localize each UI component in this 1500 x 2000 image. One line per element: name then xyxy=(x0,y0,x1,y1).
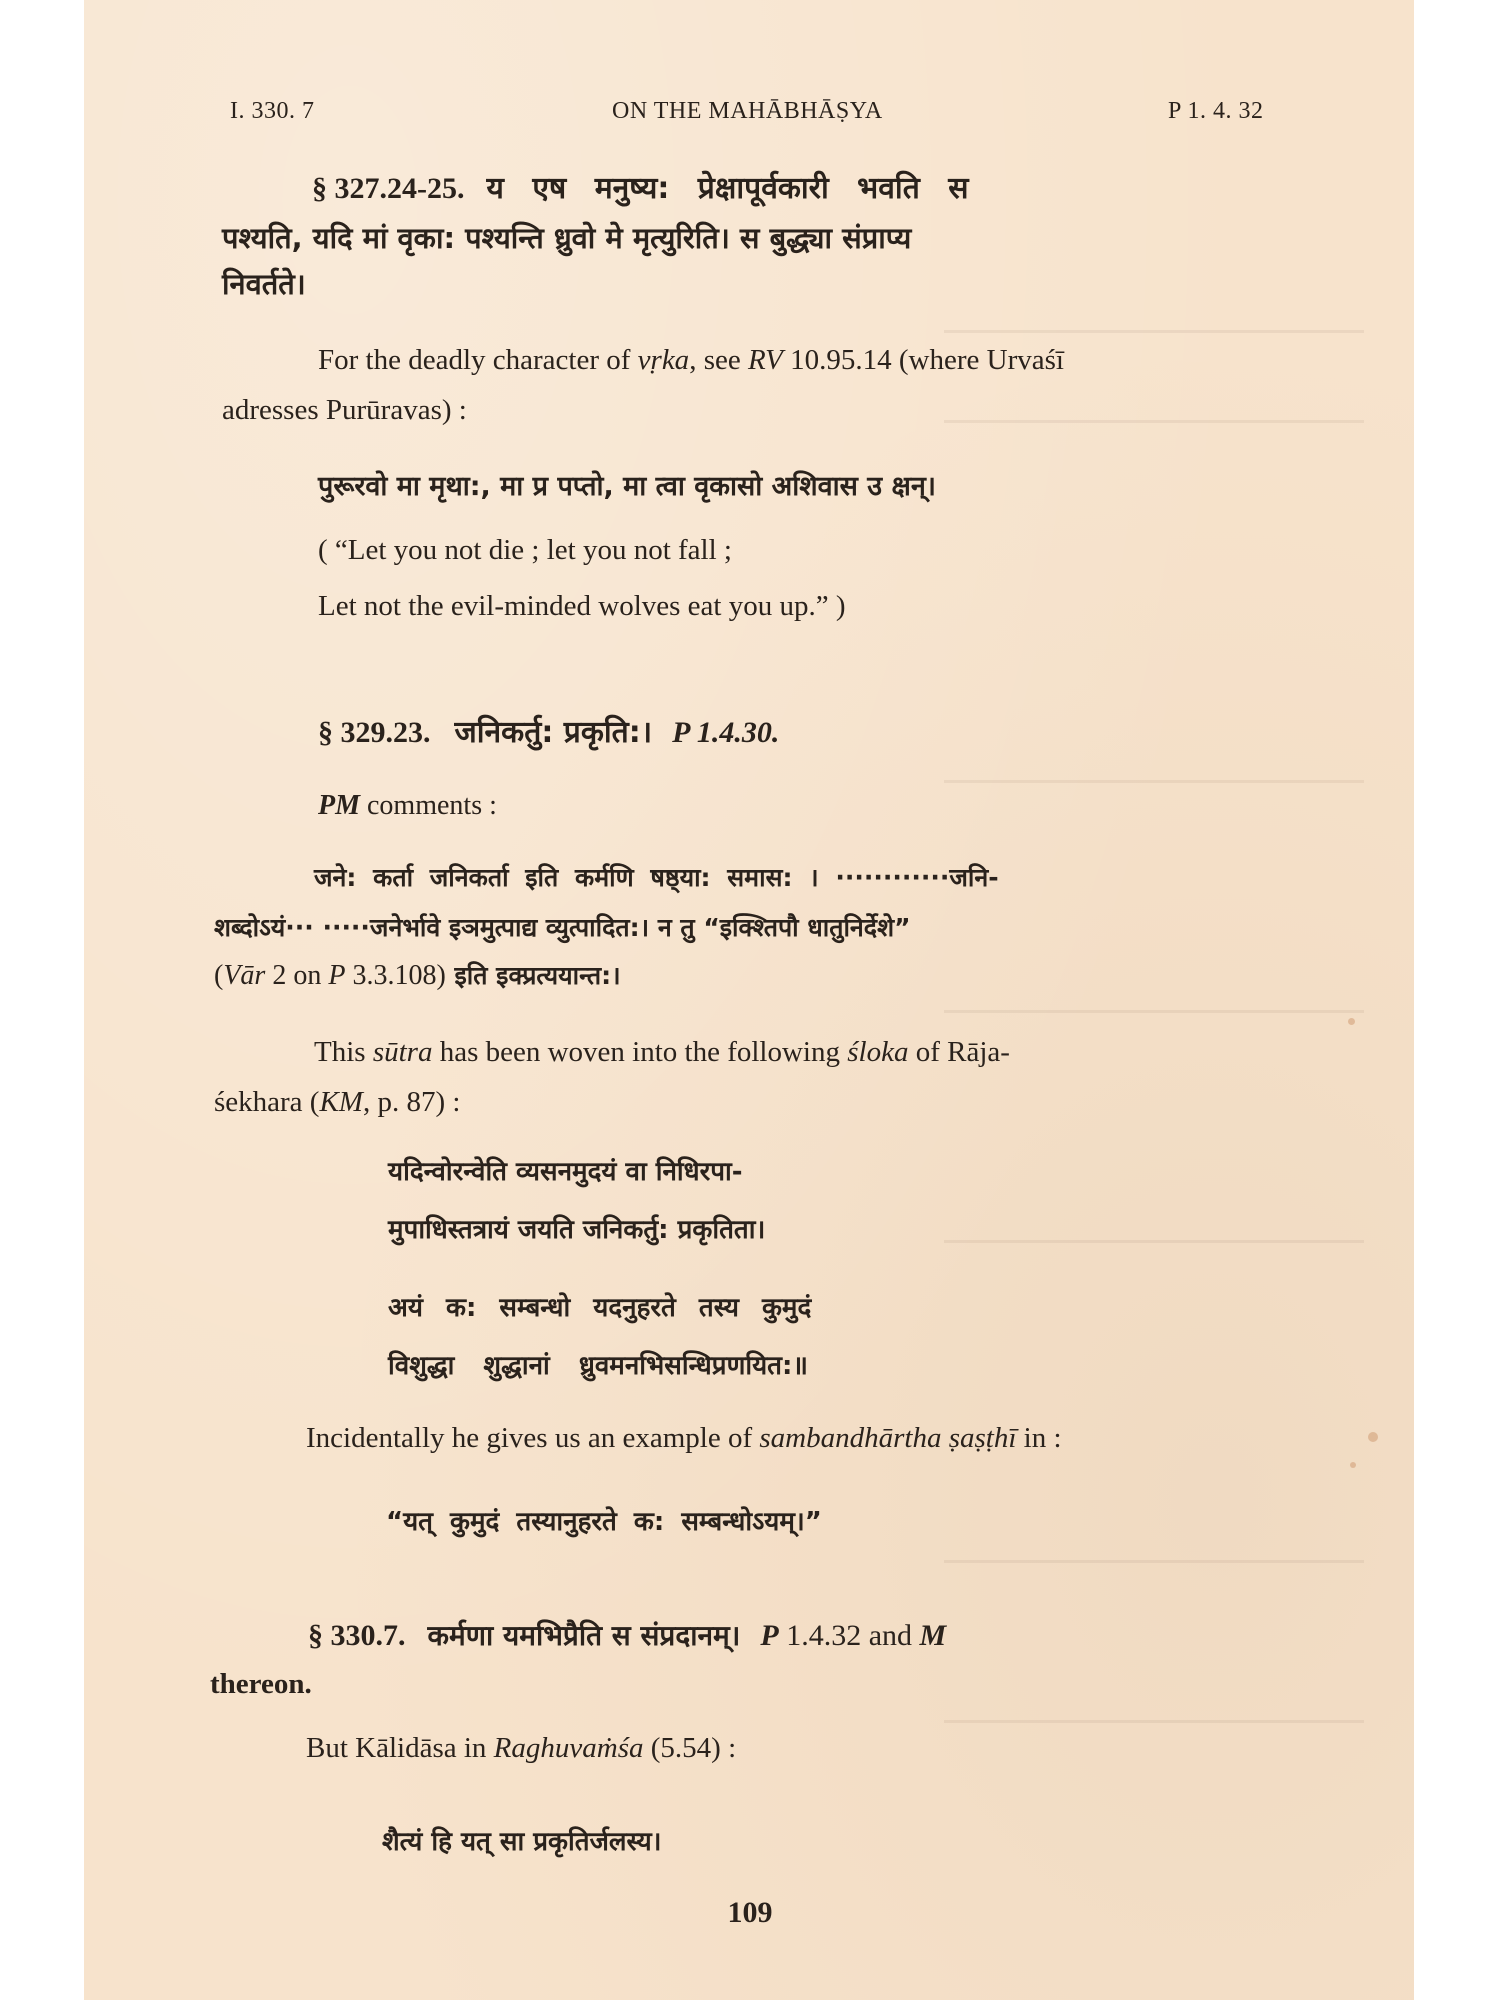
bleed-through-mark xyxy=(944,1240,1364,1243)
italic-term: śloka xyxy=(847,1036,909,1068)
text-run: has been woven into the following xyxy=(432,1036,848,1068)
text-run: , p. 87) : xyxy=(362,1086,461,1118)
section-327-line1 xyxy=(312,166,969,207)
sloka-line1: यदिन्वोरन्वेति व्यसनमुदयं वा निधिरपा- xyxy=(388,1157,743,1187)
text-run: For the deadly character of xyxy=(318,344,638,376)
italic-term: sūtra xyxy=(372,1036,433,1068)
italic-term: sambandhārtha ṣaṣṭhī xyxy=(759,1422,1017,1454)
text-run: 10.95.14 (where Urvaśī xyxy=(782,344,1064,376)
text-run: 1.4.32 and xyxy=(778,1619,920,1652)
text-run: 3.3.108) xyxy=(345,960,446,991)
sanskrit-text: जनिकर्तु: प्रकृति:। xyxy=(454,715,653,750)
raghuvamsa-verse: शैत्यं हि यत् सा प्रकृतिर्जलस्य। xyxy=(382,1827,662,1857)
italic-abbrev: PM xyxy=(318,790,360,821)
verse-rv-sanskrit: पुरूरवो मा मृथा:, मा प्र पप्तो, मा त्वा वृकासो अशिवास उ क्षन्। xyxy=(318,471,937,502)
header-title: ON THE MAHĀBHĀṢYA xyxy=(612,98,883,124)
text-run: This xyxy=(314,1036,373,1068)
paragraph-incidentally xyxy=(306,1422,1062,1455)
bleed-through-mark xyxy=(944,420,1364,423)
stain-mark xyxy=(1348,1018,1355,1025)
section-330-line2: thereon. xyxy=(210,1668,312,1700)
bleed-through-mark xyxy=(944,1010,1364,1013)
italic-abbrev: Vār xyxy=(223,960,266,991)
bleed-through-mark xyxy=(944,1720,1364,1723)
stain-mark xyxy=(1350,1462,1356,1468)
rule-ref: P 1.4.30. xyxy=(672,716,780,749)
header-right-ref: P 1. 4. 32 xyxy=(1168,98,1264,124)
paragraph-vrka-line1 xyxy=(318,344,1064,377)
section-327-line3: निवर्तते। xyxy=(222,267,306,301)
italic-abbrev: M xyxy=(919,1619,947,1652)
italic-abbrev: KM xyxy=(319,1086,363,1118)
text-run: (5.54) : xyxy=(643,1732,737,1764)
section-329-heading xyxy=(318,710,779,751)
page-number: 109 xyxy=(727,1896,773,1929)
text-run: ( xyxy=(214,960,224,991)
sloka-line2: मुपाधिस्तत्रायं जयति जनिकर्तु: प्रकृतिता। xyxy=(388,1215,766,1245)
italic-title: Raghuvaṁśa xyxy=(493,1732,644,1764)
section-ref: § 330.7. xyxy=(308,1619,406,1652)
italic-abbrev: P xyxy=(328,960,346,991)
pm-sanskrit-line1: जने: कर्ता जनिकर्ता इति कर्मणि षष्ठ्या: समास: । ············जनि- xyxy=(314,863,999,892)
verse-rv-translation1: ( “Let you not die ; let you not fall ; xyxy=(318,534,732,566)
pm-sanskrit-line3 xyxy=(214,958,621,992)
section-330-heading xyxy=(308,1616,946,1654)
section-ref: § 327.24-25. xyxy=(312,172,465,205)
text-run: Incidentally he gives us an example of xyxy=(306,1422,760,1454)
bleed-through-mark xyxy=(944,780,1364,783)
text-run: comments : xyxy=(360,790,497,821)
bleed-through-mark xyxy=(944,330,1364,333)
pm-sanskrit-line2: शब्दोऽयं··· ·····जनेर्भावे इञमुत्पाद्य व्युत्पादित:। न तु “इक्श्तिपौ धातुनिर्देशे” xyxy=(214,913,911,942)
paragraph-kalidasa xyxy=(306,1732,736,1765)
text-run: śekhara ( xyxy=(214,1086,320,1118)
text-run: of Rāja- xyxy=(908,1036,1010,1068)
italic-abbrev: RV xyxy=(747,344,783,376)
pm-comments-label xyxy=(318,790,497,822)
sloka-line4: विशुद्धा शुद्धानां ध्रुवमनभिसन्धिप्रणयित:॥ xyxy=(388,1351,808,1381)
paragraph-vrka-line2: adresses Purūravas) : xyxy=(222,394,467,426)
stain-mark xyxy=(1368,1432,1378,1442)
section-327-line2: पश्यति, यदि मां वृका: पश्यन्ति ध्रुवो मे मृत्युरिति। स बुद्ध्या संप्राप्य xyxy=(222,221,912,255)
paragraph-sutra-line1 xyxy=(314,1036,1010,1069)
text-run: But Kālidāsa in xyxy=(306,1732,494,1764)
sanskrit-text: य एष मनुष्य: प्रेक्षापूर्वकारी भवति स xyxy=(486,171,969,206)
text-run: , see xyxy=(689,344,748,376)
header-left-ref: I. 330. 7 xyxy=(230,98,315,124)
verse-rv-translation2: Let not the evil-minded wolves eat you up.” ) xyxy=(318,590,846,622)
bleed-through-mark xyxy=(944,1560,1364,1563)
rule-ref: P xyxy=(760,1619,779,1652)
text-run: in : xyxy=(1016,1422,1062,1454)
sanskrit-text: कर्मणा यमभिप्रैति स संप्रदानम्। xyxy=(427,1619,741,1652)
paragraph-sutra-line2 xyxy=(214,1086,460,1119)
text-run: 2 on xyxy=(265,960,329,991)
sloka-line3: अयं क: सम्बन्धो यदनुहरते तस्य कुमुदं xyxy=(388,1293,812,1323)
sambandha-quote: “यत् कुमुदं तस्यानुहरते क: सम्बन्धोऽयम्।” xyxy=(386,1507,822,1537)
section-ref: § 329.23. xyxy=(318,716,431,749)
sanskrit-text: इति इक्प्रत्ययान्त:। xyxy=(445,961,621,990)
italic-term: vṛka xyxy=(637,344,690,376)
